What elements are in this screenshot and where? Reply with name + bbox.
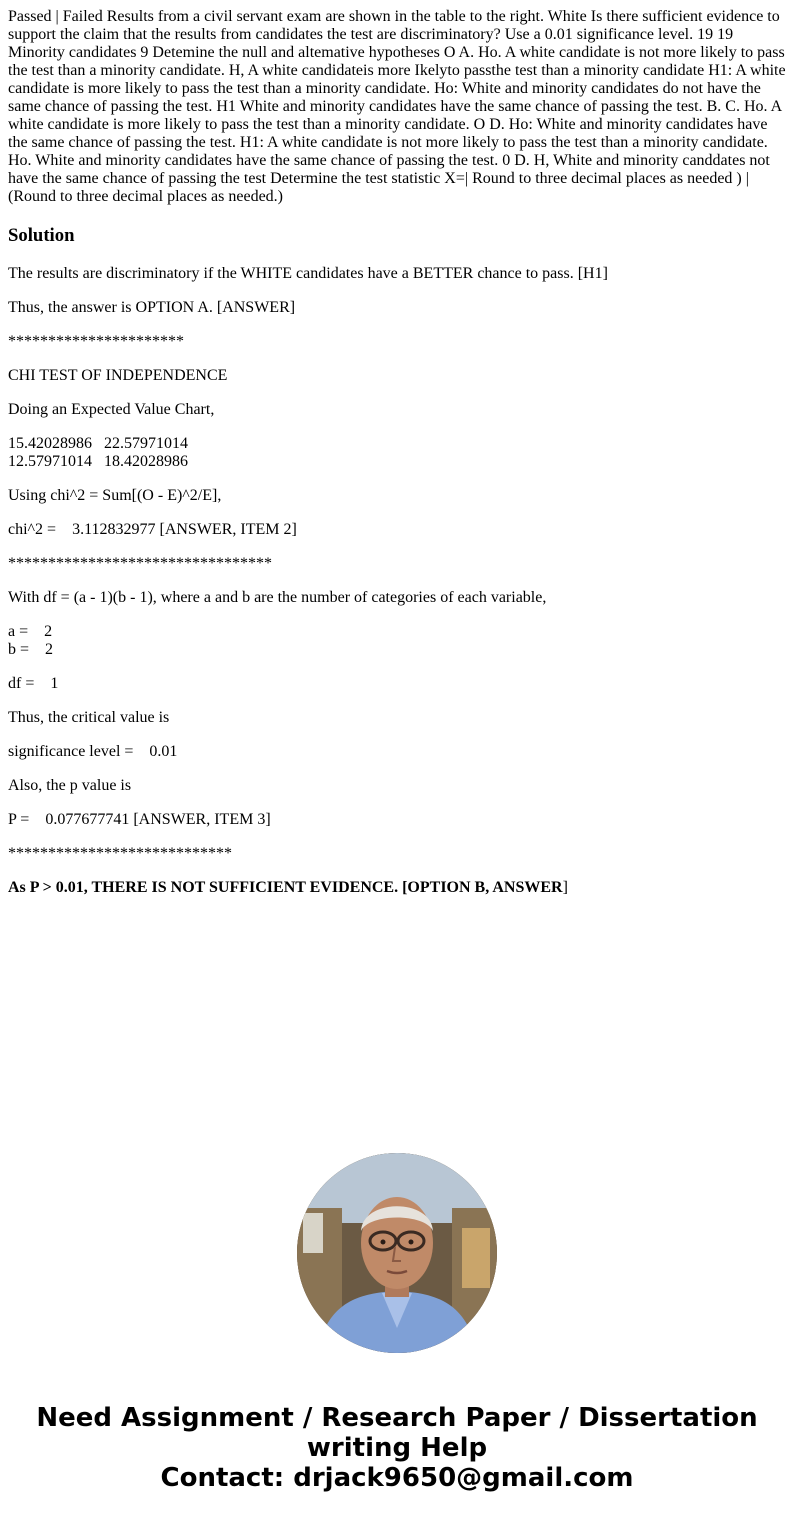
- footer-banner: [0, 1403, 794, 1493]
- separator-stars: **********************: [8, 333, 184, 350]
- footer-line: Need Assignment / Research Paper / Dissertation: [36, 1403, 758, 1433]
- footer-line: writing Help: [306, 1433, 488, 1463]
- document-content: [8, 8, 786, 897]
- solution-line: chi^2 = 3.112832977 [ANSWER, ITEM 2]: [8, 521, 297, 538]
- author-photo: [297, 1153, 497, 1353]
- solution-line: The results are discriminatory if the WHITE candidates have a BETTER chance to pass. [H1]: [8, 265, 608, 282]
- separator-stars: ****************************: [8, 845, 232, 862]
- category-a: a = 2: [8, 623, 53, 640]
- solution-line: Thus, the answer is OPTION A. [ANSWER]: [8, 299, 296, 316]
- solution-line: Using chi^2 = Sum[(O - E)^2/E],: [8, 487, 222, 504]
- solution-line: df = 1: [8, 675, 59, 692]
- solution-line: With df = (a - 1)(b - 1), where a and b are the number of categories of each variable,: [8, 589, 547, 606]
- solution-line: Doing an Expected Value Chart,: [8, 401, 215, 418]
- expected-values: [8, 435, 786, 471]
- footer-contact: Contact: drjack9650@gmail.com: [160, 1463, 634, 1493]
- author-portrait-icon: [297, 1153, 497, 1353]
- solution-line: significance level = 0.01: [8, 743, 178, 760]
- conclusion-tail: ]: [562, 879, 568, 896]
- question-text: Passed | Failed Results from a civil servant exam are shown in the table to the right. White Is there sufficient evidence to support the claim that the results from candidates the test are discriminatory? Use a 0.01 significance level. 19 19 Minority candidates 9 Detemine the null and altemative hypotheses O A. Ho. A white candidate is not more likely to pass the test than a minority candidate. H, A white candidateis more Ikelyto passthe test than a minority candidate H1: A white candidate is more likely to pass the test than a minority candidate. Ho: White and minority candidates do not have the same chance of passing the test. H1 White and minority candidates have the same chance of passing the test. B. C. Ho. A white candidate is more likely to pass the test than a minority candidate. O D. Ho: White and minority candidates have the same chance of passing the test. H1: A white candidate is not more likely to pass the test than a minority candidate. Ho. White and minority candidates have the same chance of passing the test. 0 D. H, White and minority canddates not have the same chance of passing the test Determine the test statistic X=| Round to three decimal places as needed ) | (Round to three decimal places as needed.): [8, 8, 786, 205]
- conclusion-line: [8, 879, 786, 897]
- separator-stars: *********************************: [8, 555, 272, 572]
- solution-line: CHI TEST OF INDEPENDENCE: [8, 367, 228, 384]
- expected-row: 15.42028986 22.57971014: [8, 435, 188, 452]
- conclusion-bold: As P > 0.01, THERE IS NOT SUFFICIENT EVIDENCE. [OPTION B, ANSWER: [8, 879, 563, 896]
- solution-line: P = 0.077677741 [ANSWER, ITEM 3]: [8, 811, 271, 828]
- expected-row: 12.57971014 18.42028986: [8, 453, 188, 470]
- solution-heading: Solution: [8, 225, 75, 246]
- solution-line: Also, the p value is: [8, 777, 132, 794]
- category-b: b = 2: [8, 641, 54, 658]
- solution-line: Thus, the critical value is: [8, 709, 170, 726]
- categories: [8, 623, 786, 659]
